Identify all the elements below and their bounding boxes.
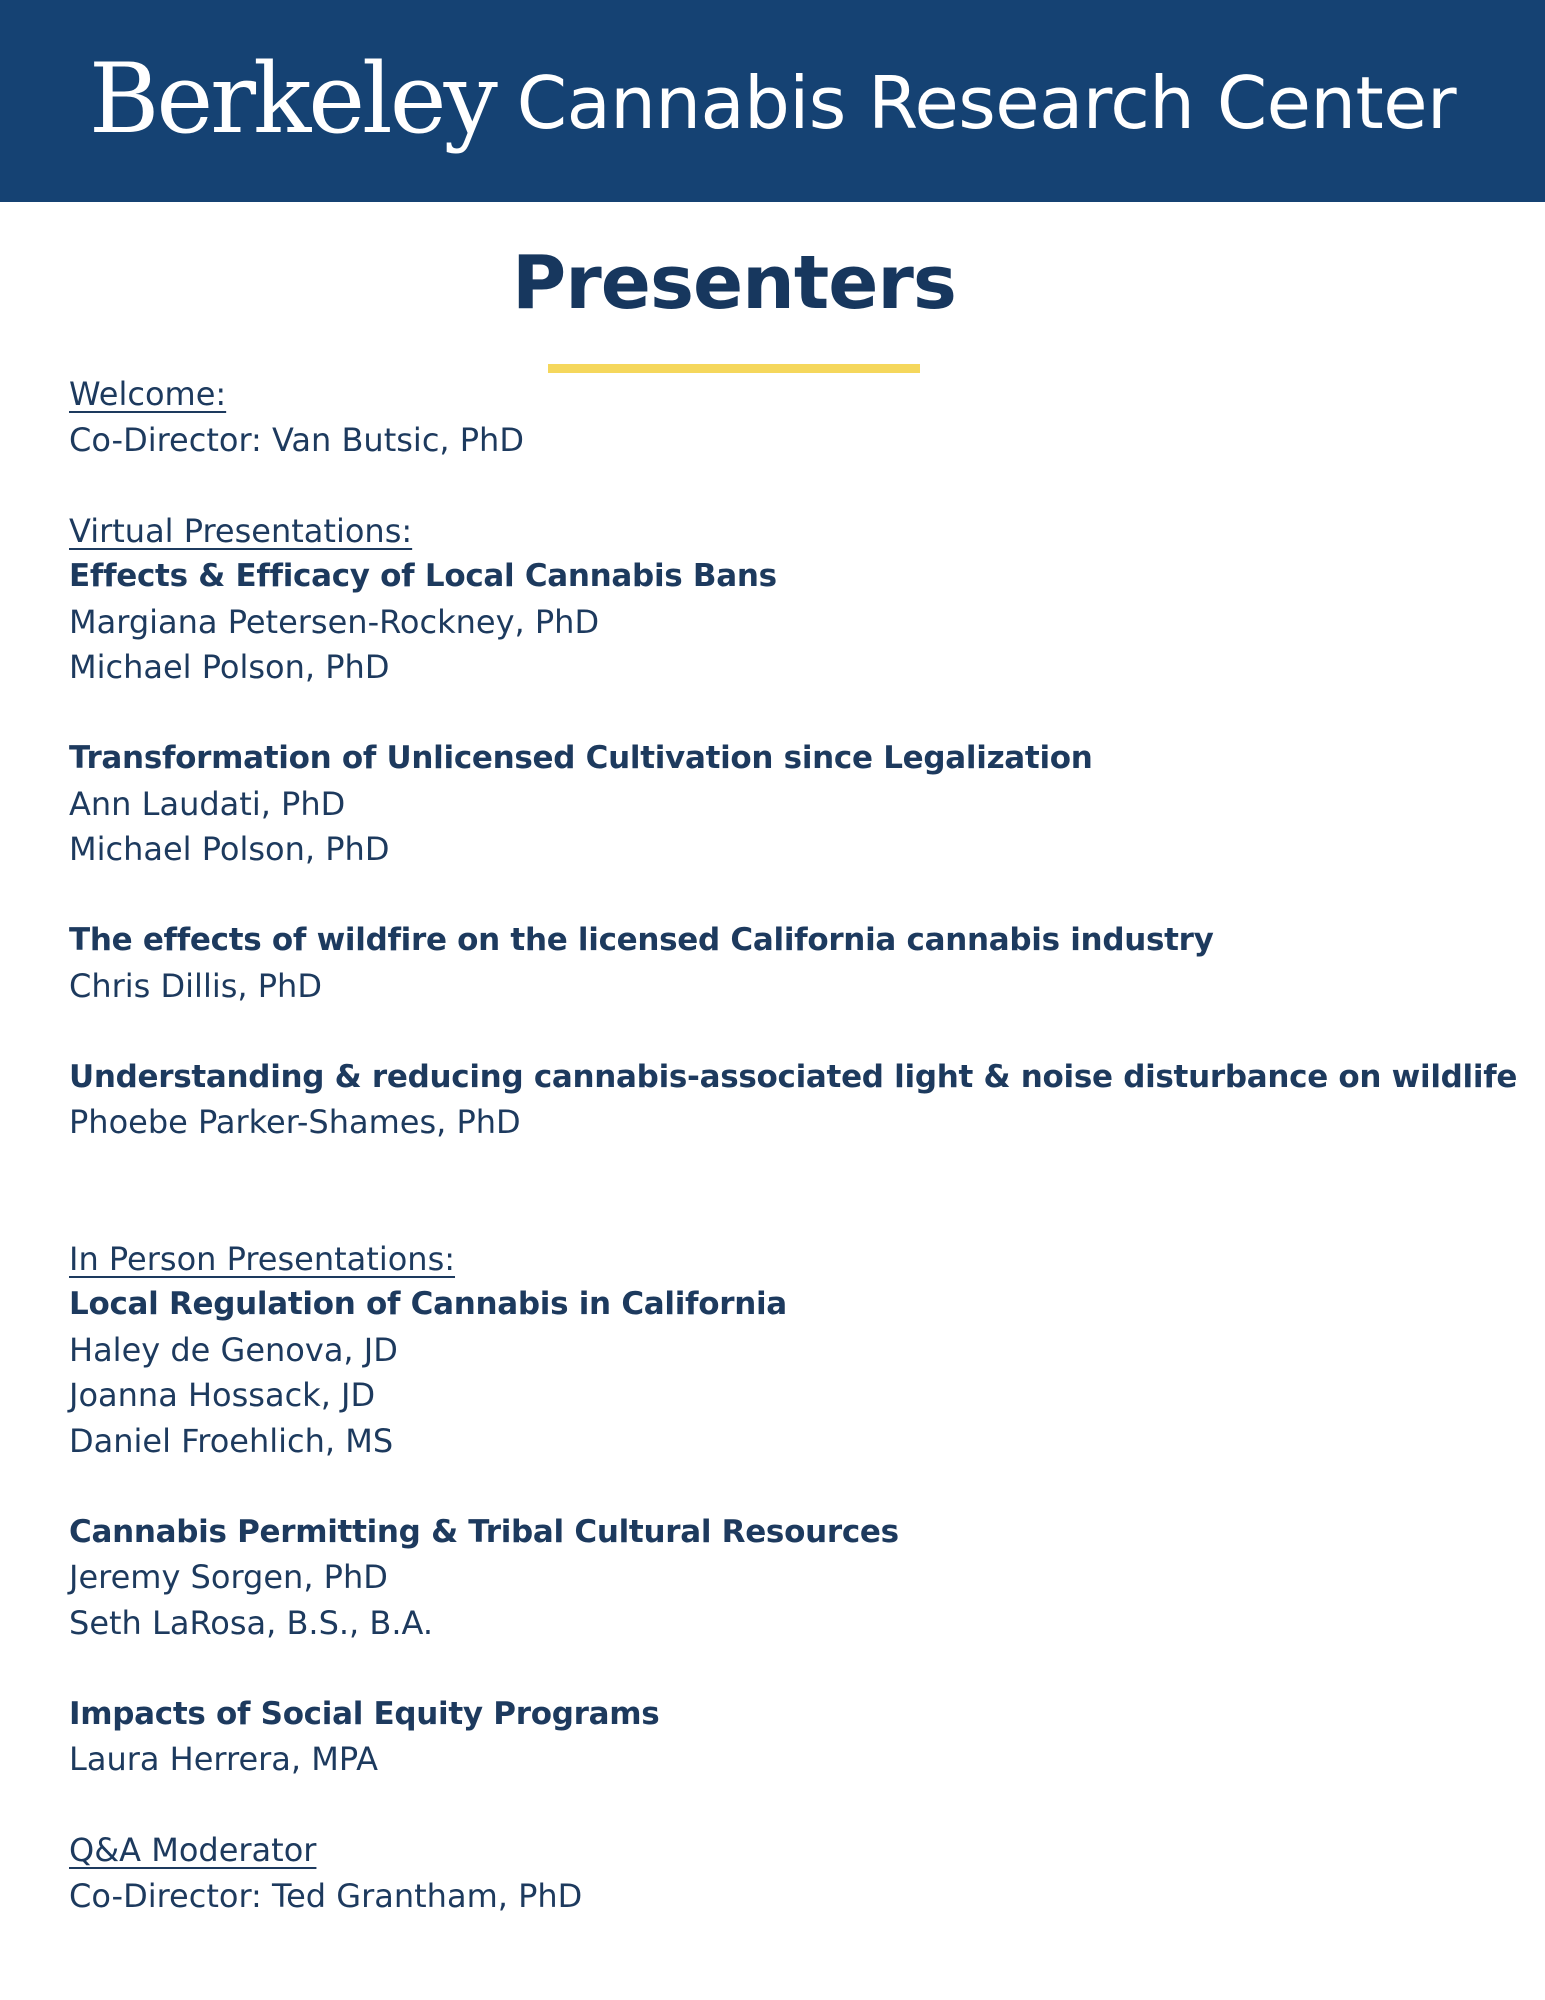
talk-title: Local Regulation of Cannabis in California (69, 1286, 787, 1322)
talk-title: Transformation of Unlicensed Cultivation since Legalization (69, 740, 1093, 776)
berkeley-wordmark: Berkeley (88, 43, 495, 155)
page-title: Presenters (512, 240, 956, 326)
presenter-name: Chris Dillis, PhD (69, 966, 322, 1005)
welcome-presenter: Co-Director: Van Butsic, PhD (69, 420, 524, 459)
spacer (69, 691, 1509, 737)
spacer (69, 463, 1509, 509)
spacer (69, 1146, 1509, 1237)
presenters-list (69, 372, 1518, 1919)
presenter-name: Michael Polson, PhD (69, 830, 390, 868)
in-person-presentations-label: In Person Presentations: (69, 1239, 456, 1278)
presenter-name: Jeremy Sorgen, PhD (69, 1558, 388, 1596)
presenter-name: Ann Laudati, PhD (69, 784, 346, 823)
presenter-name: Haley de Genova, JD (69, 1330, 398, 1369)
presenter-name: Laura Herrera, MPA (69, 1740, 378, 1778)
spacer (69, 1464, 1509, 1510)
spacer (69, 1646, 1509, 1692)
talk-title: The effects of wildfire on the licensed California cannabis industry (69, 922, 1214, 958)
qa-moderator-presenter: Co-Director: Ted Grantham, PhD (69, 1876, 583, 1915)
talk-title: Understanding & reducing cannabis-associated light & noise disturbance on wildlife (69, 1058, 1518, 1095)
spacer (69, 873, 1509, 919)
presenter-name: Daniel Froehlich, MS (69, 1421, 394, 1460)
presenter-name: Phoebe Parker-Shames, PhD (69, 1103, 521, 1141)
presenter-name: Seth LaRosa, B.S., B.A. (69, 1603, 434, 1642)
header-banner (0, 0, 1545, 202)
header-content (0, 0, 1545, 202)
qa-moderator-label: Q&A Moderator (69, 1831, 317, 1869)
presenter-name: Joanna Hossack, JD (69, 1376, 376, 1414)
virtual-presentations-label: Virtual Presentations: (69, 511, 413, 550)
spacer (69, 1009, 1509, 1055)
presenter-name: Michael Polson, PhD (69, 648, 390, 686)
spacer (69, 1783, 1509, 1829)
center-name: Cannabis Research Center (516, 61, 1457, 145)
talk-title: Effects & Efficacy of Local Cannabis Bans (69, 558, 777, 594)
welcome-label: Welcome: (69, 375, 227, 413)
talk-title: Cannabis Permitting & Tribal Cultural Resources (69, 1513, 899, 1550)
presenter-name: Margiana Petersen-Rockney, PhD (69, 602, 600, 641)
talk-title: Impacts of Social Equity Programs (69, 1695, 660, 1732)
